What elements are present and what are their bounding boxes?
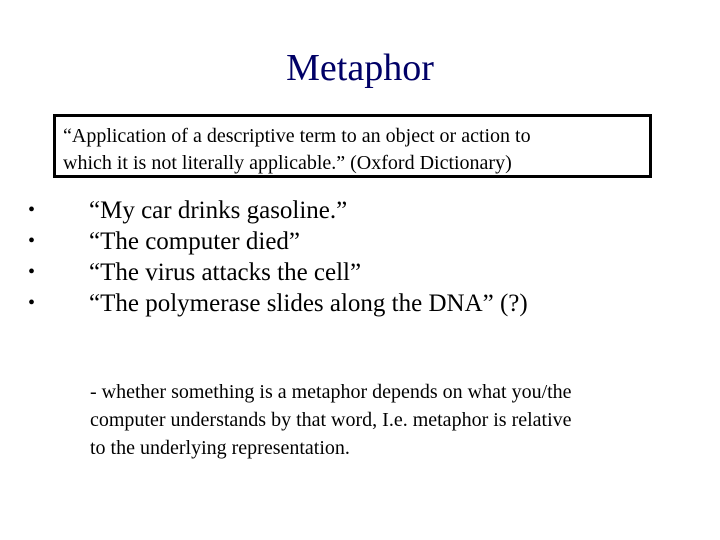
list-item-text: “The computer died”: [89, 228, 301, 255]
note-paragraph: [90, 378, 690, 462]
list-item: [0, 226, 720, 257]
bullet-icon: •: [28, 292, 36, 314]
bullet-icon: •: [28, 230, 36, 252]
metaphor-examples-list: [0, 195, 720, 319]
list-item-text: “My car drinks gasoline.”: [89, 197, 348, 224]
definition-line: which it is not literally applicable.” (Oxford Dictionary): [63, 152, 512, 174]
list-item-text: “The virus attacks the cell”: [89, 259, 362, 286]
bullet-icon: •: [28, 199, 36, 221]
note-line: to the underlying representation.: [90, 437, 350, 459]
list-item-text: “The polymerase slides along the DNA” (?): [89, 290, 528, 317]
list-item: [0, 195, 720, 226]
bullet-icon: •: [28, 261, 36, 283]
definition-line: “Application of a descriptive term to an object or action to: [63, 125, 531, 147]
list-item: [0, 288, 720, 319]
definition-box: [53, 114, 652, 178]
note-line: - whether something is a metaphor depends on what you/the: [90, 381, 572, 403]
list-item: [0, 257, 720, 288]
slide-title: Metaphor: [286, 47, 434, 89]
note-line: computer understands by that word, I.e. metaphor is relative: [90, 409, 572, 431]
